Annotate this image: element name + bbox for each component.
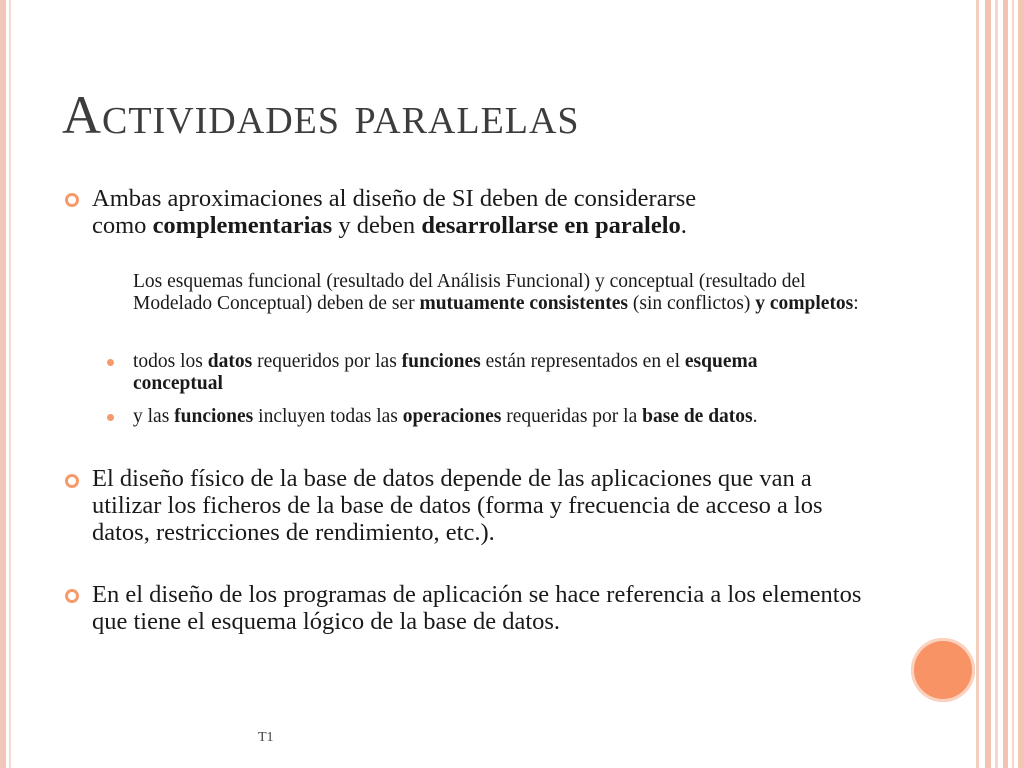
bold-text: complementarias xyxy=(152,212,333,239)
bold-text: funciones xyxy=(174,406,254,427)
right-stripe xyxy=(1012,0,1014,768)
bold-text: esquema conceptual xyxy=(133,351,758,394)
text: y deben xyxy=(332,212,422,239)
text: incluyen todas las xyxy=(253,406,403,427)
bullet-circle-icon xyxy=(65,193,79,207)
bold-text: base de datos xyxy=(642,406,753,427)
bullet-3 xyxy=(92,581,892,635)
bullet-3-text: En el diseño de los programas de aplicación se hace referencia a los elementos que tiene el esquema lógico de la base de datos. xyxy=(92,581,862,635)
bullet-1 xyxy=(92,185,752,239)
bullet-circle-icon xyxy=(65,474,79,488)
sub-paragraph xyxy=(133,271,873,315)
text: todos los xyxy=(133,351,208,372)
text: Los esquemas funcional (resultado del Análisis Funcional) y conceptual (resultado del Modelado Conceptual) deben de ser xyxy=(133,271,806,314)
left-border xyxy=(0,0,6,768)
decorative-circle-icon xyxy=(911,638,975,702)
right-stripe xyxy=(995,0,998,768)
bold-text: funciones xyxy=(401,351,481,372)
left-border-line xyxy=(9,0,11,768)
bold-text: y completos xyxy=(755,293,854,314)
text: y las xyxy=(133,406,175,427)
bold-text: operaciones xyxy=(402,406,502,427)
bold-text: desarrollarse en paralelo xyxy=(421,212,681,239)
text: requeridos por las xyxy=(252,351,402,372)
right-stripe xyxy=(985,0,991,768)
slide-title: Actividades paralelas xyxy=(62,85,580,145)
text: Ambas aproximaciones al diseño de SI deben de considerarse como xyxy=(92,185,697,239)
text: (sin conflictos) xyxy=(627,293,756,314)
sub-bullet-2 xyxy=(133,406,863,428)
bold-text: mutuamente consistentes xyxy=(419,293,628,314)
sub-bullet-dot-icon xyxy=(107,414,114,421)
right-stripe xyxy=(976,0,979,768)
right-stripe xyxy=(1003,0,1008,768)
bullet-2-text: El diseño físico de la base de datos depende de las aplicaciones que van a utilizar los ficheros de la base de datos (forma y frecuencia de acceso a los datos, restricciones de rendimiento, etc.). xyxy=(92,465,823,546)
sub-bullet-dot-icon xyxy=(107,359,114,366)
slide-footer: T1 xyxy=(258,730,274,745)
text: . xyxy=(752,406,758,427)
sub-bullet-1 xyxy=(133,351,813,395)
bullet-circle-icon xyxy=(65,589,79,603)
text: están representados en el xyxy=(480,351,685,372)
bold-text: datos xyxy=(207,351,253,372)
right-stripe xyxy=(1018,0,1024,768)
text: requeridas por la xyxy=(501,406,643,427)
text: : xyxy=(853,293,859,314)
text: . xyxy=(680,212,687,239)
bullet-2 xyxy=(92,465,862,546)
